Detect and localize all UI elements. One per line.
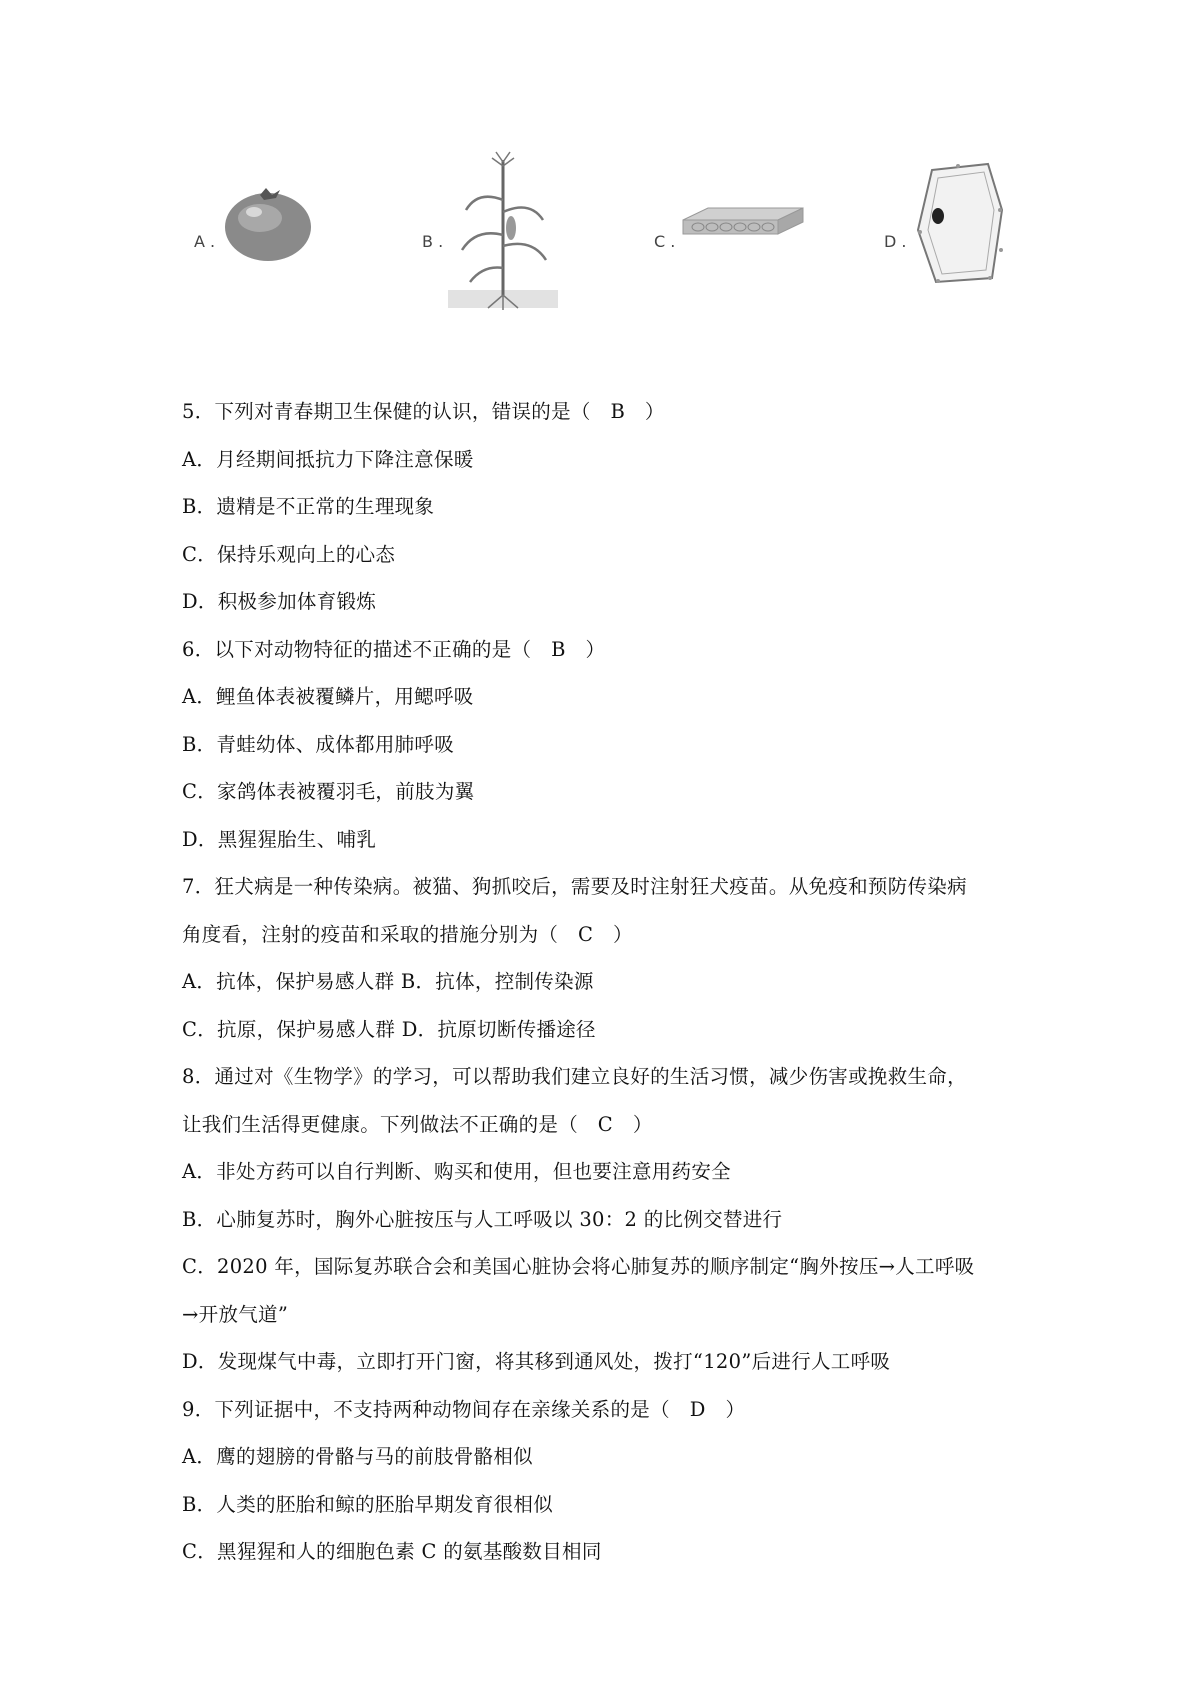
text-line: C．抗原，保护易感人群 D．抗原切断传播途径: [182, 1017, 596, 1041]
question-text-block: [182, 388, 1062, 1576]
option-a-label: A .: [194, 232, 216, 251]
text-line: A．鲤鱼体表被覆鳞片，用鳃呼吸: [182, 685, 474, 708]
text-line: B．心肺复苏时，胸外心脏按压与人工呼吸以 30：2 的比例交替进行: [182, 1207, 783, 1231]
tomato-icon: [220, 150, 320, 270]
text-line: 7．狂犬病是一种传染病。被猫、狗抓咬后，需要及时注射狂犬疫苗。从免疫和预防传染病: [182, 875, 967, 898]
text-line: 8．通过对《生物学》的学习，可以帮助我们建立良好的生活习惯，减少伤害或挽救生命，: [182, 1065, 967, 1088]
corn-plant-icon: [448, 150, 558, 320]
text-line: D．积极参加体育锻炼: [182, 590, 377, 613]
plant-cell-icon: [910, 150, 1010, 290]
text-line: C．保持乐观向上的心态: [182, 542, 396, 566]
option-d-label: D .: [884, 232, 907, 251]
text-line: D．发现煤气中毒，立即打开门窗，将其移到通风处，拨打“120”后进行人工呼吸: [182, 1350, 891, 1373]
text-line: A．鹰的翅膀的骨骼与马的前肢骨骼相似: [182, 1445, 533, 1468]
text-line: C．2020 年，国际复苏联合会和美国心脏协会将心肺复苏的顺序制定“胸外按压→人工呼吸: [182, 1255, 975, 1278]
text-line: B．人类的胚胎和鲸的胚胎早期发育很相似: [182, 1492, 554, 1516]
text-line: 角度看，注射的疫苗和采取的措施分别为（ C ）: [182, 922, 633, 946]
text-line: D．黑猩猩胎生、哺乳: [182, 827, 377, 851]
text-line: 9．下列证据中，不支持两种动物间存在亲缘关系的是（ D ）: [182, 1397, 746, 1421]
epidermal-tissue-icon: [678, 150, 808, 270]
text-line: C．黑猩猩和人的细胞色素 C 的氨基酸数目相同: [182, 1540, 602, 1563]
text-line: →开放气道”: [182, 1302, 289, 1326]
option-c-label: C .: [654, 232, 676, 251]
text-line: A．抗体，保护易感人群 B．抗体，控制传染源: [182, 970, 594, 993]
question-figure-options: [0, 150, 1200, 320]
text-line: B．遗精是不正常的生理现象: [182, 495, 435, 518]
text-line: 让我们生活得更健康。下列做法不正确的是（ C ）: [182, 1112, 653, 1136]
text-line: B．青蛙幼体、成体都用肺呼吸: [182, 732, 455, 756]
text-line: A．月经期间抵抗力下降注意保暖: [182, 447, 474, 471]
text-line: C．家鸽体表被覆羽毛，前肢为翼: [182, 780, 475, 803]
option-b-label: B .: [422, 232, 444, 251]
text-line: A．非处方药可以自行判断、购买和使用，但也要注意用药安全: [182, 1160, 731, 1183]
text-line: 5．下列对青春期卫生保健的认识，错误的是（ B ）: [182, 400, 665, 423]
text-line: 6．以下对动物特征的描述不正确的是（ B ）: [182, 637, 606, 661]
